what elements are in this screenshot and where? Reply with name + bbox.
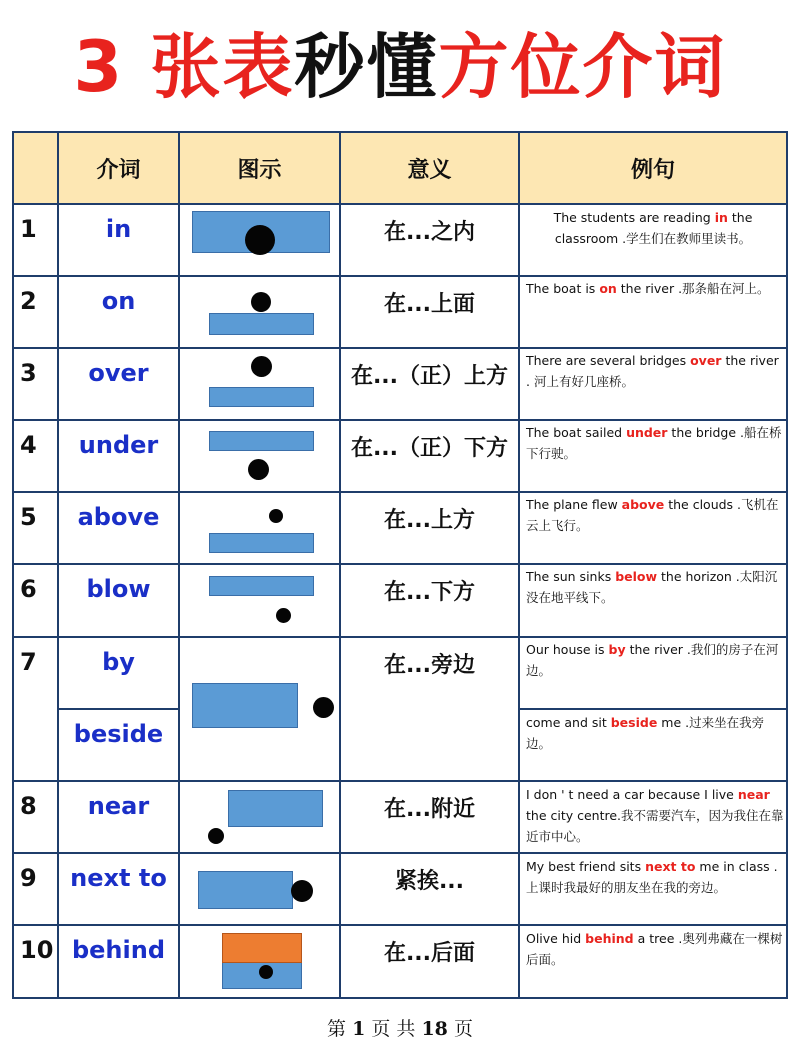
- header-example: 例句: [520, 133, 786, 203]
- ball-shape: [208, 828, 224, 844]
- grid-line: [14, 852, 786, 854]
- orange-box-shape: [222, 933, 302, 963]
- preposition: in: [105, 215, 132, 243]
- row-number: 8: [20, 792, 37, 820]
- preposition: by: [102, 648, 135, 676]
- meaning: 在...旁边: [383, 653, 476, 678]
- preposition: near: [87, 792, 150, 820]
- box-shape: [198, 871, 293, 909]
- ball-shape: [248, 459, 269, 480]
- example-sentence: The sun sinks below the horizon .太阳沉没在地平线下。: [526, 569, 778, 605]
- preposition: beside: [73, 720, 164, 748]
- grid-line: [14, 203, 786, 205]
- preposition: on: [101, 287, 136, 315]
- box-shape: [209, 387, 314, 407]
- header-num: [14, 133, 57, 203]
- meaning: 在...后面: [383, 941, 476, 966]
- example-sentence: The boat sailed under the bridge .船在桥下行驶。: [526, 425, 782, 461]
- example-sentence: The plane flew above the clouds .飞机在云上飞行。: [526, 497, 779, 533]
- preposition-table: [12, 131, 788, 999]
- grid-line: [14, 636, 786, 638]
- example-sentence: The boat is on the river .那条船在河上。: [526, 281, 770, 296]
- example-sentence: There are several bridges over the river . 河上有好几座桥。: [526, 353, 779, 389]
- grid-line: [14, 419, 786, 421]
- ball-shape: [276, 608, 291, 623]
- row-number: 1: [20, 215, 37, 243]
- row-number: 7: [20, 648, 37, 676]
- meaning: 在...附近: [383, 797, 476, 822]
- box-shape: [209, 533, 314, 553]
- meaning: 在...之内: [383, 220, 476, 245]
- grid-line: [14, 563, 786, 565]
- box-shape: [209, 576, 314, 596]
- meaning: 在...下方: [383, 580, 476, 605]
- meaning: 在...（正）下方: [350, 436, 509, 461]
- preposition: under: [78, 431, 159, 459]
- header-meaning: 意义: [341, 133, 518, 203]
- grid-line: [518, 708, 786, 710]
- header-illustration: 图示: [180, 133, 339, 203]
- meaning: 在...上面: [383, 292, 476, 317]
- example-sentence: The students are reading in the classroom .学生们在教师里读书。: [553, 210, 753, 246]
- preposition: next to: [70, 864, 167, 892]
- ball-shape: [291, 880, 313, 902]
- ball-shape: [313, 697, 334, 718]
- box-shape: [209, 313, 314, 335]
- row-number: 2: [20, 287, 37, 315]
- ball-shape: [259, 965, 273, 979]
- meaning: 在...上方: [383, 508, 476, 533]
- example-sentence: Olive hid behind a tree .奥列弗藏在一棵树后面。: [526, 931, 783, 967]
- grid-line: [57, 708, 179, 710]
- example-sentence: Our house is by the river .我们的房子在河边。: [526, 642, 779, 678]
- row-number: 9: [20, 864, 37, 892]
- grid-line: [14, 780, 786, 782]
- title-part-3: 方位介词: [438, 26, 727, 108]
- preposition: over: [88, 359, 149, 387]
- meaning: 紧挨...: [394, 869, 465, 894]
- row-number: 4: [20, 431, 37, 459]
- grid-line: [14, 491, 786, 493]
- grid-line: [518, 133, 520, 997]
- box-shape: [209, 431, 314, 451]
- grid-line: [14, 347, 786, 349]
- ball-shape: [269, 509, 283, 523]
- ball-shape: [245, 225, 275, 255]
- grid-line: [14, 924, 786, 926]
- page-footer: 第 1 页 共 18 页: [327, 1018, 473, 1040]
- box-shape: [228, 790, 323, 827]
- page-title: [0, 22, 800, 112]
- row-number: 3: [20, 359, 37, 387]
- ball-shape: [251, 356, 272, 377]
- grid-line: [178, 133, 180, 997]
- title-part-1: 3 张表: [73, 26, 295, 108]
- row-number: 6: [20, 575, 37, 603]
- row-number: 5: [20, 503, 37, 531]
- example-sentence: come and sit beside me .过来坐在我旁边。: [526, 715, 765, 751]
- title-part-2: 秒懂: [294, 26, 439, 108]
- preposition: blow: [86, 575, 151, 603]
- example-sentence: My best friend sits next to me in class .上课时我最好的朋友坐在我的旁边。: [526, 859, 778, 895]
- row-number: 10: [20, 936, 54, 964]
- box-shape: [192, 683, 298, 728]
- grid-line: [14, 275, 786, 277]
- example-sentence: I don ' t need a car because I live near the city centre.我不需要汽车，因为我住在靠近市中心。: [526, 787, 784, 844]
- preposition: behind: [71, 936, 166, 964]
- header-preposition: 介词: [59, 133, 178, 203]
- meaning: 在...（正）上方: [350, 364, 509, 389]
- preposition: above: [77, 503, 160, 531]
- ball-shape: [251, 292, 271, 312]
